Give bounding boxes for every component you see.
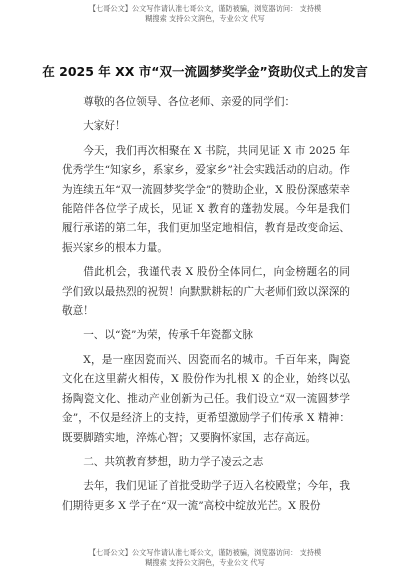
banner-bottom-line2: 糊搜索 支持公文润色，专业公文 代写	[145, 558, 265, 567]
banner-top-line2: 糊搜索 支持公文润色，专业公文 代写	[145, 14, 265, 23]
section-heading: 一、以“瓷”为荣，传承千年瓷都文脉	[83, 329, 253, 342]
watermark-banner-top	[0, 4, 410, 24]
watermark-banner-bottom	[0, 548, 410, 568]
banner-top-line1: 【七哥公文】公文写作请认准七哥公文，谨防被骗，浏览器访问： 支持模	[88, 4, 322, 13]
body-paragraph: X，是一座因瓷而兴、因瓷而名的城市。千百年来，陶瓷文化在这里薪火相传，X 股份作为扎根 X 的企业，始终以弘扬陶瓷文化、推动产业创新为己任。我们设立“双一流圆梦学金”，不仅是经济上的支持，更希望激励学子们传承 X 精神：既要脚踏实地，淬炼心智；又要胸怀家国，志存高远。	[62, 353, 350, 444]
document-title: 在 2025 年 XX 市“双一流圆梦奖学金”资助仪式上的发言	[42, 64, 368, 79]
banner-bottom-line1: 【七哥公文】公文写作请认准七哥公文，谨防被骗，浏览器访问： 支持模	[88, 548, 322, 557]
body-paragraph: 去年，我们见证了首批受助学子迈入名校殿堂；今年，我们期待更多 X 学子在“双一流”高校中绽放光芒。X 股份	[62, 480, 350, 512]
body-paragraph: 借此机会，我谨代表 X 股份全体同仁，向金榜题名的同学们致以最热烈的祝贺！向默默耕耘的广大老师们致以深深的敬意！	[62, 266, 350, 318]
document-body	[62, 93, 350, 521]
body-paragraph: 今天，我们再次相聚在 X 书院，共同见证 X 市 2025 年优秀学生“知家乡，系家乡，爱家乡”社会实践活动的启动。作为连续五年“双一流圆梦奖学金”的赞助企业，X 股份深感荣幸能陪伴各位学子成长，见证 X 教育的蓬勃发展。今年是我们履行承诺的第二年，我们更加坚定地相信，教育是改变命运、振兴家乡的根本力量。	[62, 144, 350, 254]
greeting: 大家好！	[83, 120, 126, 133]
salutation: 尊敬的各位领导、各位老师、亲爱的同学们：	[83, 96, 296, 108]
section-heading: 二、共筑教育梦想，助力学子凌云之志	[83, 455, 264, 468]
